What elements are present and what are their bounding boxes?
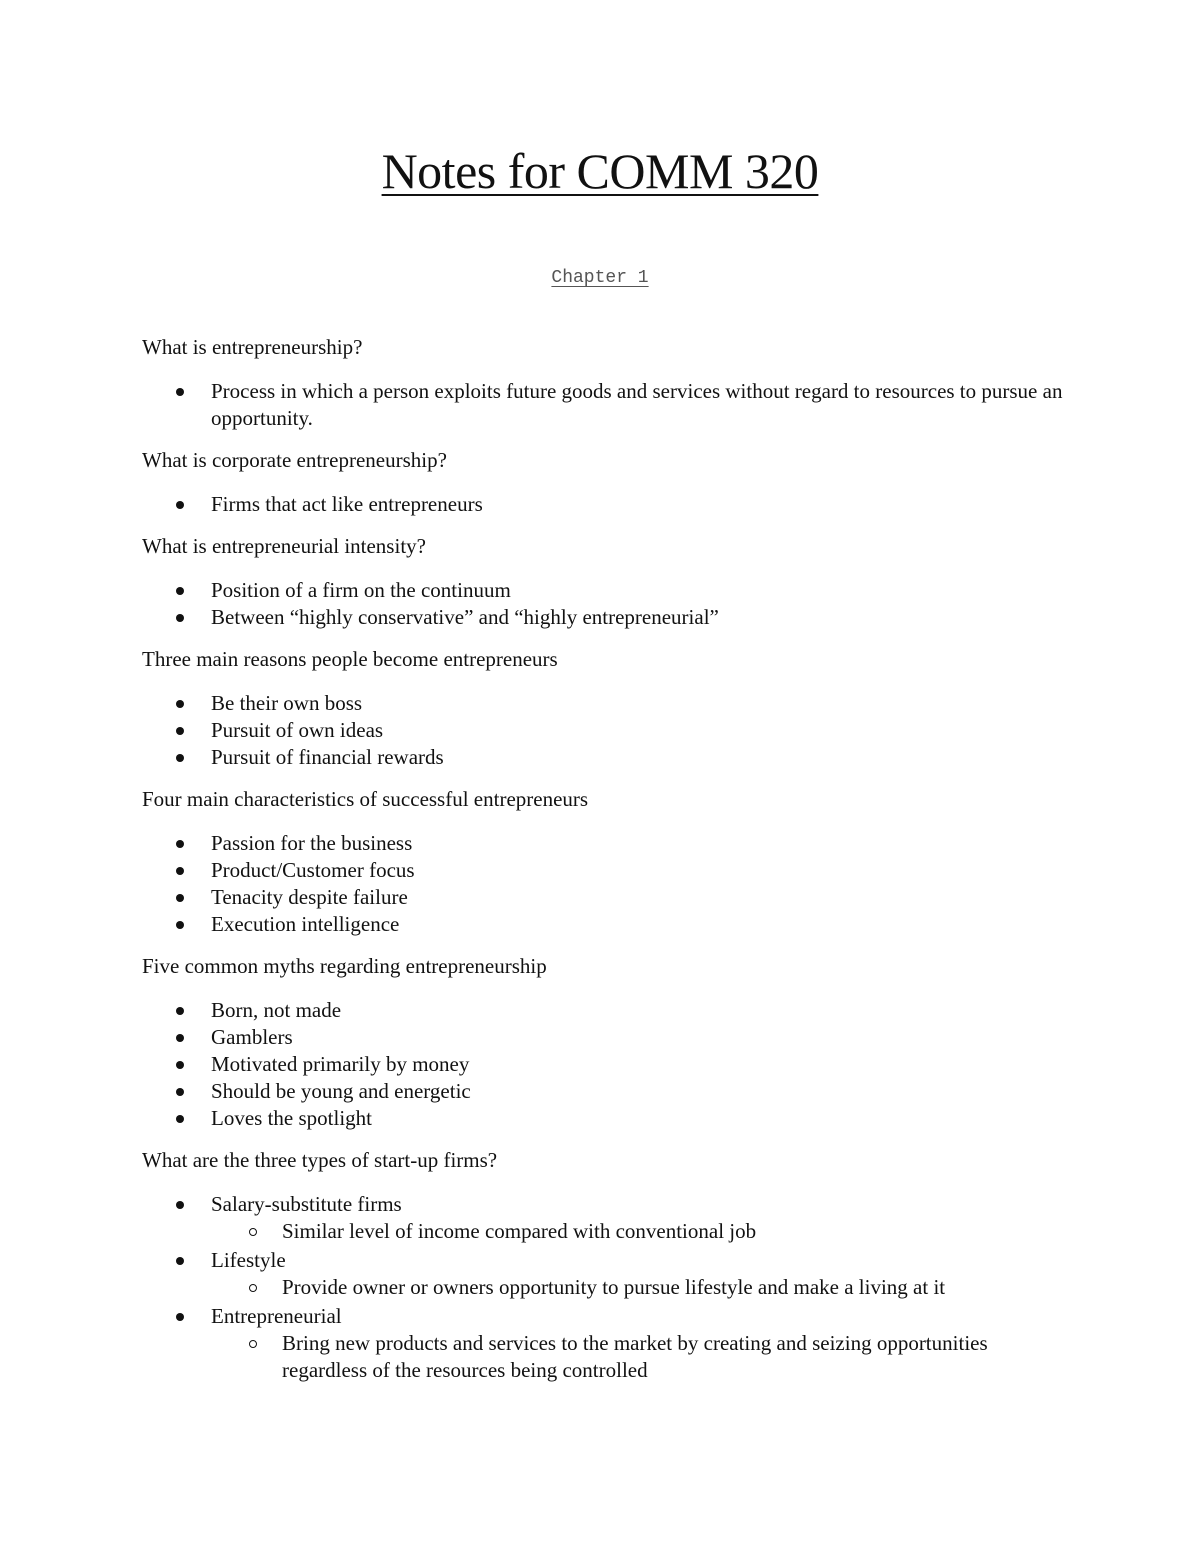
- bullet-dot-icon: [176, 501, 184, 509]
- bullet-dot-icon: [176, 727, 184, 735]
- sub-list-item: [211, 1274, 1072, 1301]
- list-item: [142, 1105, 1072, 1132]
- list-item-text: Motivated primarily by money: [211, 1052, 470, 1076]
- notes-section: [142, 447, 1072, 518]
- list-item-text: Passion for the business: [211, 831, 413, 855]
- sub-bullet-list: [211, 1330, 1072, 1384]
- list-item-text: Loves the spotlight: [211, 1106, 372, 1130]
- bullet-list: [142, 1191, 1072, 1384]
- bullet-list: [142, 491, 1072, 518]
- list-item: [142, 690, 1072, 717]
- bullet-dot-icon: [176, 754, 184, 762]
- sub-bullet-list: [211, 1218, 1072, 1245]
- notes-body: [142, 334, 1072, 1399]
- section-question: What is corporate entrepreneurship?: [142, 448, 447, 472]
- bullet-list: [142, 830, 1072, 938]
- hollow-bullet-icon: [249, 1340, 257, 1348]
- section-question: Four main characteristics of successful entrepreneurs: [142, 787, 589, 811]
- list-item-text: Firms that act like entrepreneurs: [211, 492, 483, 516]
- bullet-dot-icon: [176, 921, 184, 929]
- bullet-dot-icon: [176, 1115, 184, 1123]
- section-question: What is entrepreneurial intensity?: [142, 534, 426, 558]
- sub-bullet-list: [211, 1274, 1072, 1301]
- sub-list-item-text: Similar level of income compared with conventional job: [282, 1219, 757, 1243]
- notes-section: [142, 533, 1072, 631]
- list-item-text: Tenacity despite failure: [211, 885, 408, 909]
- notes-section: [142, 334, 1072, 432]
- list-item-text: Execution intelligence: [211, 912, 400, 936]
- bullet-dot-icon: [176, 587, 184, 595]
- list-item: [142, 1078, 1072, 1105]
- page-title: Notes for COMM 320: [381, 143, 819, 199]
- notes-section: [142, 1147, 1072, 1384]
- list-item-text: Born, not made: [211, 998, 342, 1022]
- section-question: Three main reasons people become entrepreneurs: [142, 647, 558, 671]
- list-item-text: Between “highly conservative” and “highly entrepreneurial”: [211, 605, 719, 629]
- chapter-heading: Chapter 1: [551, 268, 649, 288]
- bullet-dot-icon: [176, 894, 184, 902]
- bullet-list: [142, 690, 1072, 771]
- list-item: [142, 577, 1072, 604]
- list-item: [142, 1024, 1072, 1051]
- bullet-dot-icon: [176, 1034, 184, 1042]
- list-item: [142, 378, 1072, 432]
- sub-list-item: [211, 1330, 1072, 1384]
- list-item-text: Should be young and energetic: [211, 1079, 471, 1103]
- section-question: What is entrepreneurship?: [142, 335, 363, 359]
- bullet-dot-icon: [176, 388, 184, 396]
- list-item-text: Process in which a person exploits future goods and services without regard to resources to pursue an opportunity.: [211, 379, 1063, 430]
- list-item: [142, 717, 1072, 744]
- bullet-dot-icon: [176, 1088, 184, 1096]
- list-item: [142, 744, 1072, 771]
- list-item: [142, 830, 1072, 857]
- bullet-dot-icon: [176, 1201, 184, 1209]
- list-item-text: Gamblers: [211, 1025, 293, 1049]
- list-item-text: Salary-substitute firms: [211, 1192, 402, 1216]
- list-item: [142, 1051, 1072, 1078]
- bullet-dot-icon: [176, 840, 184, 848]
- list-item-text: Lifestyle: [211, 1248, 286, 1272]
- sub-list-item-text: Bring new products and services to the market by creating and seizing opportunities regardless of the resources being controlled: [282, 1331, 988, 1382]
- notes-section: [142, 953, 1072, 1132]
- sub-list-item: [211, 1218, 1072, 1245]
- list-item-text: Pursuit of own ideas: [211, 718, 384, 742]
- list-item-text: Entrepreneurial: [211, 1304, 342, 1328]
- bullet-list: [142, 577, 1072, 631]
- bullet-dot-icon: [176, 700, 184, 708]
- list-item: [142, 997, 1072, 1024]
- notes-section: [142, 786, 1072, 938]
- bullet-list: [142, 997, 1072, 1132]
- hollow-bullet-icon: [249, 1228, 257, 1236]
- list-item: [142, 884, 1072, 911]
- list-item: [142, 1247, 1072, 1301]
- list-item: [142, 604, 1072, 631]
- bullet-dot-icon: [176, 1313, 184, 1321]
- list-item: [142, 1303, 1072, 1384]
- bullet-dot-icon: [176, 867, 184, 875]
- bullet-dot-icon: [176, 1061, 184, 1069]
- bullet-list: [142, 378, 1072, 432]
- notes-section: [142, 646, 1072, 771]
- list-item-text: Position of a firm on the continuum: [211, 578, 511, 602]
- hollow-bullet-icon: [249, 1284, 257, 1292]
- list-item-text: Pursuit of financial rewards: [211, 745, 444, 769]
- bullet-dot-icon: [176, 1257, 184, 1265]
- bullet-dot-icon: [176, 614, 184, 622]
- sub-list-item-text: Provide owner or owners opportunity to pursue lifestyle and make a living at it: [282, 1275, 946, 1299]
- list-item: [142, 911, 1072, 938]
- bullet-dot-icon: [176, 1007, 184, 1015]
- list-item: [142, 1191, 1072, 1245]
- section-question: What are the three types of start-up firms?: [142, 1148, 498, 1172]
- list-item-text: Product/Customer focus: [211, 858, 415, 882]
- list-item-text: Be their own boss: [211, 691, 363, 715]
- section-question: Five common myths regarding entrepreneurship: [142, 954, 547, 978]
- list-item: [142, 857, 1072, 884]
- list-item: [142, 491, 1072, 518]
